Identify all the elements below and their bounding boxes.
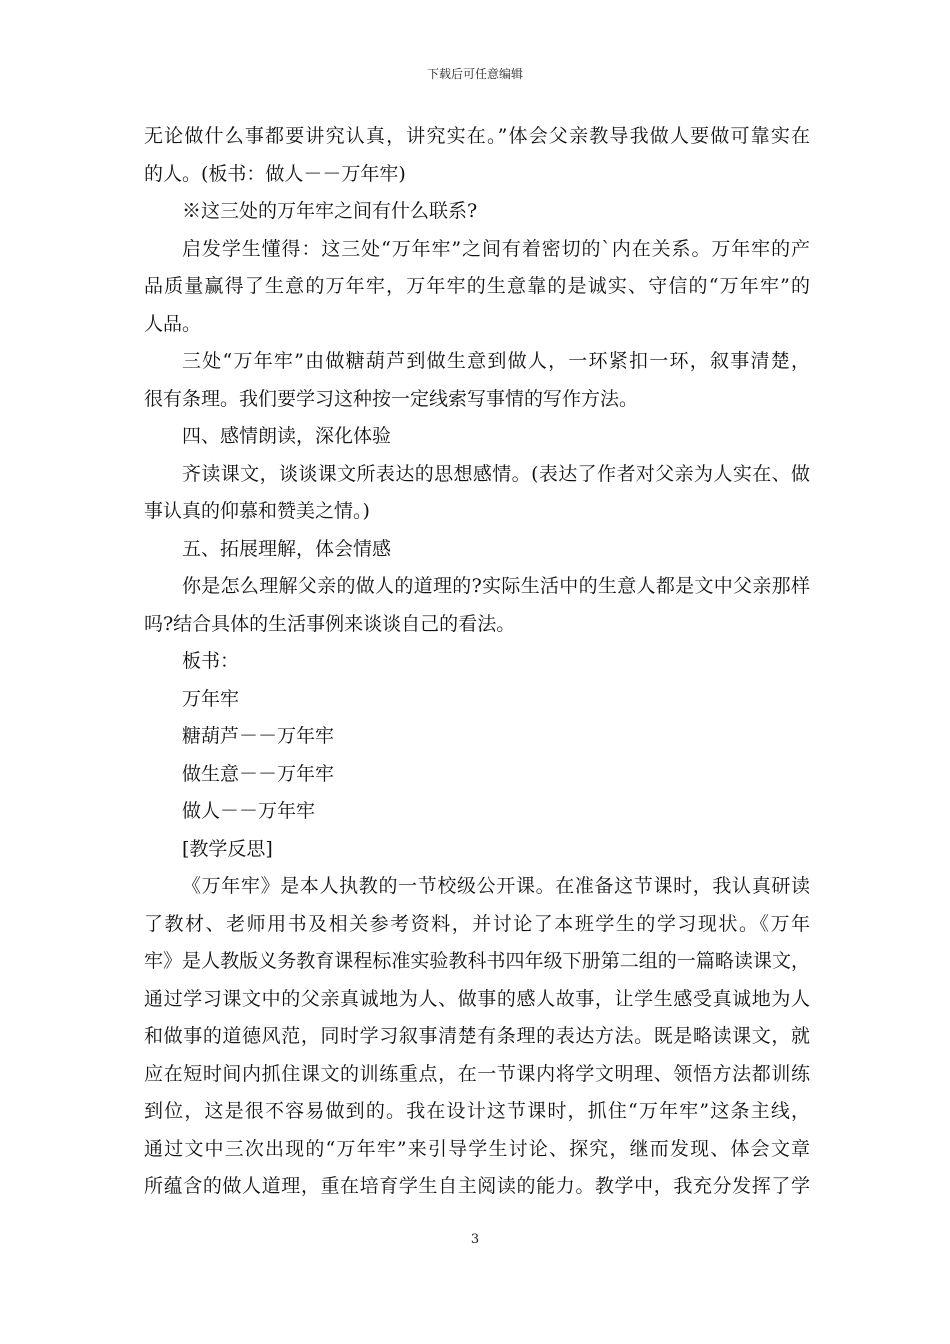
text-line: 做人－－万年牢 xyxy=(182,800,316,822)
text-line: 的人。(板书：做人－－万年牢) xyxy=(144,162,406,185)
text-line: 齐读课文，谈谈课文所表达的思想感情。(表达了作者对父亲为人实在、做 xyxy=(182,462,810,485)
text-line: 板书： xyxy=(182,650,240,672)
text-line: 人品。 xyxy=(144,312,202,335)
page-number: 3 xyxy=(470,1232,480,1247)
text-line: 通过文中三次出现的“万年牢”来引导学生讨论、探究，继而发现、体会文章 xyxy=(144,1137,810,1160)
text-line: ※这三处的万年牢之间有什么联系? xyxy=(182,200,478,222)
text-line: 四、感情朗读，深化体验 xyxy=(182,425,392,447)
text-line: 吗?结合具体的生活事例来谈谈自己的看法。 xyxy=(144,612,516,635)
text-line: 和做事的道德风范，同时学习叙事清楚有条理的表达方法。既是略读课文，就 xyxy=(144,1025,810,1047)
text-line: 五、拓展理解，体会情感 xyxy=(182,537,392,560)
document-body xyxy=(144,118,810,1206)
text-line: 很有条理。我们要学习这种按一定线索写事情的写作方法。 xyxy=(144,387,639,410)
text-line: 品质量赢得了生意的万年牢，万年牢的生意靠的是诚实、守信的“万年牢”的 xyxy=(144,275,810,297)
text-line: 启发学生懂得：这三处“万年牢”之间有着密切的`内在关系。万年牢的产 xyxy=(182,237,810,260)
text-line: 《万年牢》是本人执教的一节校级公开课。在准备这节课时，我认真研读 xyxy=(182,875,810,897)
text-line: 万年牢 xyxy=(182,687,240,710)
text-line: 到位，这是很不容易做到的。我在设计这节课时，抓住“万年牢”这条主线， xyxy=(144,1100,810,1122)
text-line: 你是怎么理解父亲的做人的道理的?实际生活中的生意人都是文中父亲那样 xyxy=(182,575,810,597)
text-line: 做生意－－万年牢 xyxy=(182,762,335,785)
text-line: 了教材、老师用书及相关参考资料，并讨论了本班学生的学习现状。《万年 xyxy=(144,912,810,935)
text-line: 所蕴含的做人道理，重在培育学生自主阅读的能力。教学中，我充分发挥了学 xyxy=(144,1175,810,1197)
text-line: 应在短时间内抓住课文的训练重点，在一节课内将学文明理、领悟方法都训练 xyxy=(144,1062,810,1085)
text-line: 三处“万年牢”由做糖葫芦到做生意到做人，一环紧扣一环，叙事清楚， xyxy=(182,350,810,372)
text-line: 通过学习课文中的父亲真诚地为人、做事的感人故事，让学生感受真诚地为人 xyxy=(144,987,810,1010)
text-line: [教学反思] xyxy=(182,837,273,860)
page-header: 下载后可任意编辑 xyxy=(426,67,523,81)
text-line: 事认真的仰慕和赞美之情。) xyxy=(144,500,370,522)
text-line: 无论做什么事都要讲究认真，讲究实在。”体会父亲教导我做人要做可靠实在 xyxy=(144,125,810,147)
text-line: 牢》是人教版义务教育课程标准实验教科书四年级下册第二组的一篇略读课文， xyxy=(144,950,810,972)
text-line: 糖葫芦－－万年牢 xyxy=(182,725,335,747)
